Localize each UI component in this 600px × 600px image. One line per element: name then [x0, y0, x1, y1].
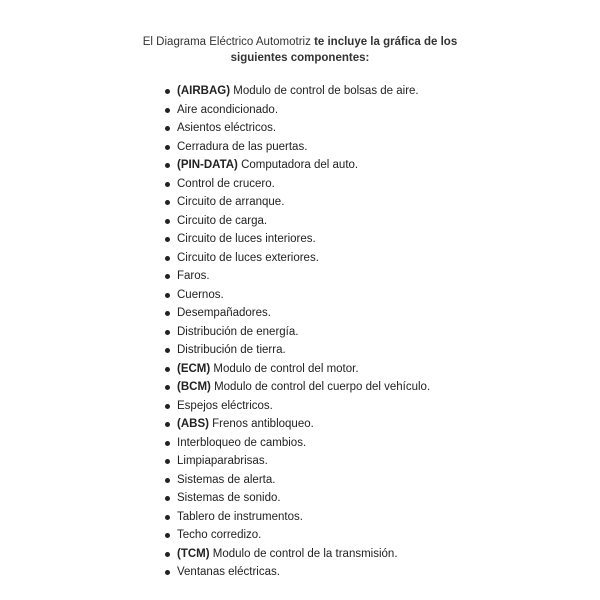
list-item [164, 212, 430, 231]
bullet-icon [165, 459, 170, 464]
component-abbreviation: (BCM) [177, 381, 211, 393]
list-item [164, 489, 430, 508]
component-label: Circuito de arranque. [177, 196, 285, 208]
list-item [164, 526, 430, 545]
bullet-icon [165, 163, 170, 168]
component-abbreviation: (ABS) [177, 418, 209, 430]
bullet-icon [165, 478, 170, 483]
bullet-icon [165, 219, 170, 224]
intro-paragraph [120, 34, 480, 66]
component-list [164, 82, 430, 582]
list-item [164, 415, 430, 434]
list-item [164, 341, 430, 360]
component-label: Modulo de control del cuerpo del vehículo. [214, 381, 431, 393]
component-label: Ventanas eléctricas. [177, 566, 280, 578]
component-label: Sistemas de alerta. [177, 473, 276, 486]
list-item [164, 156, 430, 175]
component-label: Faros. [177, 270, 210, 282]
list-item [164, 249, 430, 268]
list-item [164, 175, 430, 194]
bullet-icon [165, 404, 170, 409]
component-label: Frenos antibloqueo. [212, 418, 314, 430]
component-abbreviation: (PIN-DATA) [177, 159, 238, 171]
component-label: Computadora del auto. [241, 159, 359, 171]
list-item [164, 119, 430, 138]
component-label: Modulo de control de bolsas de aire. [233, 85, 419, 97]
component-label: Circuito de luces exteriores. [177, 251, 319, 264]
bullet-icon [165, 330, 170, 335]
list-item [164, 230, 430, 249]
component-label: Asientos eléctricos. [177, 122, 277, 134]
component-label: Circuito de carga. [177, 214, 268, 227]
bullet-icon [165, 200, 170, 205]
list-item [164, 378, 430, 397]
component-label: Interbloqueo de cambios. [177, 436, 307, 449]
bullet-icon [165, 256, 170, 261]
bullet-icon [165, 274, 170, 279]
component-label: Distribución de tierra. [177, 344, 286, 356]
bullet-icon [165, 515, 170, 520]
list-item [164, 323, 430, 342]
list-item [164, 434, 430, 453]
component-abbreviation: (ECM) [177, 362, 211, 375]
component-label: Espejos eléctricos. [177, 399, 273, 412]
component-label: Distribución de energía. [177, 325, 299, 338]
bullet-icon [165, 108, 170, 113]
list-item [164, 508, 430, 527]
bullet-icon [165, 348, 170, 353]
list-item [164, 545, 430, 564]
bullet-icon [165, 552, 170, 557]
intro-bold-text: te incluye la gráfica de los siguientes componentes: [230, 36, 458, 64]
component-label: Circuito de luces interiores. [177, 233, 316, 245]
bullet-icon [165, 89, 170, 94]
bullet-icon [165, 367, 170, 372]
bullet-icon [165, 533, 170, 538]
component-label: Cerradura de las puertas. [177, 140, 308, 153]
list-item [164, 563, 430, 582]
component-label: Sistemas de sonido. [177, 492, 281, 504]
component-label: Desempañadores. [177, 307, 271, 319]
list-item [164, 471, 430, 490]
bullet-icon [165, 293, 170, 298]
component-label: Aire acondicionado. [177, 103, 279, 116]
list-item [164, 193, 430, 212]
bullet-icon [165, 422, 170, 427]
component-label: Modulo de control del motor. [213, 362, 359, 375]
component-label: Techo corredizo. [177, 529, 262, 541]
component-label: Modulo de control de la transmisión. [212, 547, 398, 560]
list-item [164, 138, 430, 157]
list-item [164, 101, 430, 120]
bullet-icon [165, 182, 170, 187]
bullet-icon [165, 311, 170, 316]
bullet-icon [165, 496, 170, 501]
bullet-icon [165, 441, 170, 446]
list-item [164, 267, 430, 286]
component-label: Limpiaparabrisas. [177, 455, 268, 467]
list-item [164, 286, 430, 305]
component-label: Tablero de instrumentos. [177, 510, 303, 523]
bullet-icon [165, 237, 170, 242]
bullet-icon [165, 570, 170, 575]
component-abbreviation: (AIRBAG) [177, 85, 231, 97]
list-item [164, 397, 430, 416]
bullet-icon [165, 385, 170, 390]
bullet-icon [165, 145, 170, 150]
list-item [164, 304, 430, 323]
list-item [164, 452, 430, 471]
component-label: Control de crucero. [177, 177, 275, 190]
component-label: Cuernos. [177, 288, 224, 301]
list-item [164, 360, 430, 379]
list-item [164, 82, 430, 101]
bullet-icon [165, 126, 170, 131]
intro-text: El Diagrama Eléctrico Automotriz [142, 36, 315, 48]
component-abbreviation: (TCM) [177, 547, 210, 560]
